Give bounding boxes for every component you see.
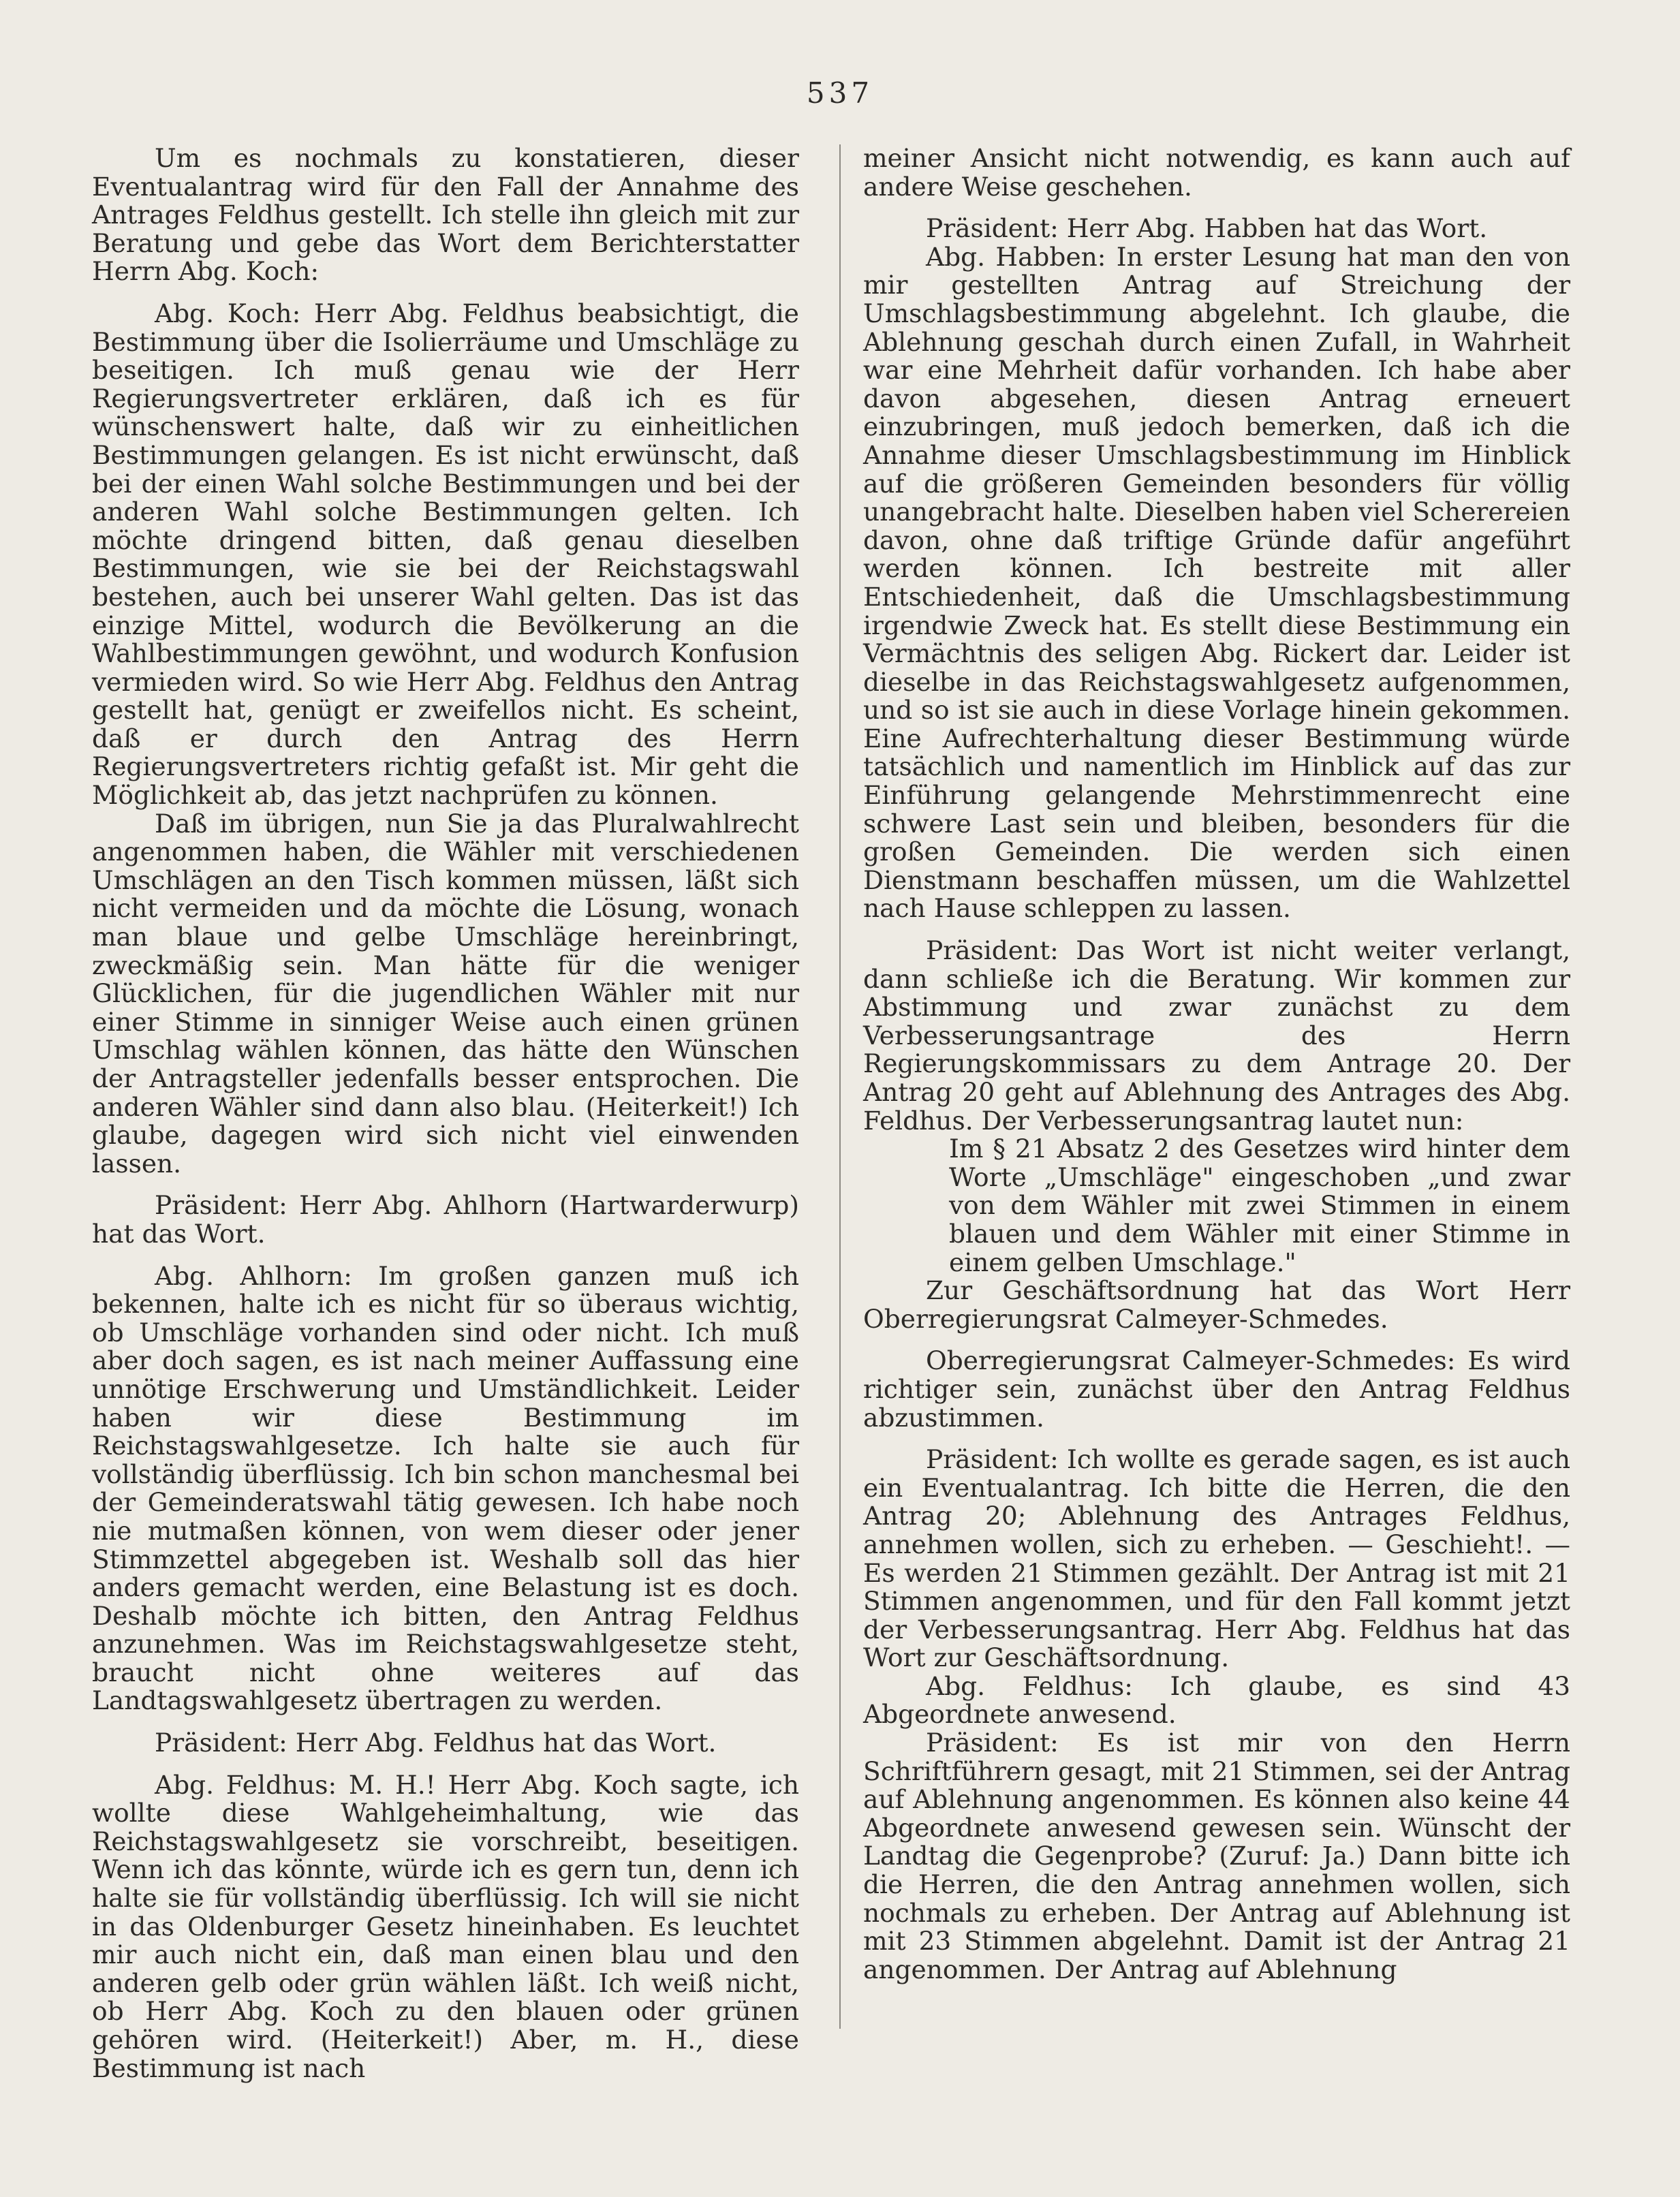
paragraph: Abg. Koch: Herr Abg. Feldhus beabsichtigt, die Bestimmung über die Isolierräume und Umschläge zu beseitigen. Ich muß genau wie der Herr Regierungsvertreter erklären, daß ich es für wünschenswert halte, daß wir zu einheitlichen Bestimmungen gelangen. Es ist nicht erwünscht, daß bei der einen Wahl solche Bestimmungen und bei der anderen Wahl solche Bestimmungen gelten. Ich möchte dringend bitten, daß genau dieselben Bestimmungen, wie sie bei der Reichstagswahl bestehen, auch bei unserer Wahl gelten. Das ist das einzige Mittel, wodurch die Bevölkerung an die Wahlbestimmungen gewöhnt, und wodurch Konfusion vermieden wird. So wie Herr Abg. Feldhus den Antrag gestellt hat, genügt er zweifellos nicht. Es scheint, daß er durch den Antrag des Herrn Regierungsvertreters richtig gefaßt ist. Mir geht die Möglichkeit ab, das jetzt nachprüfen zu können. bbox=[92, 298, 799, 811]
paragraph: Abg. Feldhus: Ich glaube, es sind 43 Abgeordnete anwesend. bbox=[863, 1670, 1570, 1730]
paragraph: Abg. Habben: In erster Lesung hat man den von mir gestellten Antrag auf Streichung der Umschlagsbestimmung abgelehnt. Ich glaube, die Ablehnung geschah durch einen Zufall, in Wahrheit war eine Mehrheit dafür vorhanden. Ich habe aber davon abgesehen, diesen Antrag erneuert einzubringen, muß jedoch bemerken, daß ich die Annahme dieser Umschlagsbestimmung im Hinblick auf die größeren Gemeinden besonders für völlig unangebracht halte. Dieselben haben viel Scherereien davon, ohne daß triftige Gründe dafür angeführt werden können. Ich bestreite mit aller Entschiedenheit, daß die Umschlagsbestimmung irgendwie Zweck hat. Es stellt diese Bestimmung ein Vermächtnis des seligen Abg. Rickert dar. Leider ist dieselbe in das Reichstagswahlgesetz aufgenommen, und so ist sie auch in diese Vorlage hinein gekommen. Eine Aufrechterhaltung dieser Bestimmung würde tatsächlich und namentlich im Hinblick auf das zur Einführung gelangende Mehrstimmenrecht eine schwere Last sein und bleiben, besonders für die großen Gemeinden. Die werden sich einen Dienstmann beschaffen müssen, um die Wahlzettel nach Hause schleppen zu lassen. bbox=[863, 241, 1570, 924]
paragraph: Präsident: Herr Abg. Habben hat das Wort. bbox=[926, 213, 1488, 244]
paragraph: meiner Ansicht nicht notwendig, es kann auch auf andere Weise geschehen. bbox=[863, 143, 1570, 202]
paragraph: Zur Geschäftsordnung hat das Wort Herr Oberregierungsrat Calmeyer-Schmedes. bbox=[863, 1275, 1570, 1334]
paragraph: Präsident: Es ist mir von den Herrn Schriftführern gesagt, mit 21 Stimmen, sei der Antrag auf Ablehnung angenommen. Es können also keine 44 Abgeordnete anwesend gewesen sein. Wünscht der Landtag die Gegenprobe? (Zuruf: Ja.) Dann bitte ich die Herren, die den Antrag annehmen wollen, sich nochmals zu erheben. Der Antrag auf Ablehnung ist mit 23 Stimmen abgelehnt. Damit ist der Antrag 21 angenommen. Der Antrag auf Ablehnung bbox=[863, 1728, 1570, 1984]
paragraph: Daß im übrigen, nun Sie ja das Pluralwahlrecht angenommen haben, die Wähler mit verschiedenen Umschlägen an den Tisch kommen müssen, läßt sich nicht vermeiden und da möchte die Lösung, wonach man blaue und gelbe Umschläge hereinbringt, zweckmäßig sein. Man hätte für die weniger Glücklichen, für die jugendlichen Wähler mit nur einer Stimme in sinniger Weise auch einen grünen Umschlag wählen können, das hätte den Wünschen der Antragsteller jedenfalls besser entsprochen. Die anderen Wähler sind dann also blau. (Heiterkeit!) Ich glaube, dagegen wird sich nicht viel einwenden lassen. bbox=[92, 808, 799, 1179]
paragraph: Oberregierungsrat Calmeyer-Schmedes: Es wird richtiger sein, zunächst über den Antrag Feldhus abzustimmen. bbox=[863, 1345, 1570, 1433]
paragraph: Präsident: Ich wollte es gerade sagen, es ist auch ein Eventualantrag. Ich bitte die Herren, die den Antrag 20; Ablehnung des Antrages Feldhus, annehmen wollen, sich zu erheben. — Geschieht!. — Es werden 21 Stimmen gezählt. Der Antrag ist mit 21 Stimmen angenommen, und für den Fall kommt jetzt der Verbesserungsantrag. Herr Abg. Feldhus hat das Wort zur Geschäftsordnung. bbox=[863, 1444, 1570, 1673]
paragraph: Um es nochmals zu konstatieren, dieser Eventualantrag wird für den Fall der Annahme des Antrages Feldhus gestellt. Ich stelle ihn gleich mit zur Beratung und gebe das Wort dem Berichterstatter Herrn Abg. Koch: bbox=[92, 143, 799, 287]
paragraph: Präsident: Herr Abg. Feldhus hat das Wort. bbox=[155, 1728, 717, 1758]
paragraph: Im § 21 Absatz 2 des Gesetzes wird hinter dem Worte „Umschläge" eingeschoben „und zwar von dem Wähler mit zwei Stimmen in einem blauen und dem Wähler mit einer Stimme in einem gelben Umschlage." bbox=[949, 1134, 1570, 1277]
column-divider bbox=[839, 144, 841, 2029]
paragraph: Präsident: Das Wort ist nicht weiter verlangt, dann schließe ich die Beratung. Wir kommen zur Abstimmung und zwar zunächst zu dem Verbesserungsantrage des Herrn Regierungskommissars zu dem Antrage 20. Der Antrag 20 geht auf Ablehnung des Antrages des Abg. Feldhus. Der Verbesserungsantrag lautet nun: bbox=[863, 935, 1570, 1136]
left-column bbox=[92, 144, 799, 2083]
paragraph: Abg. Feldhus: M. H.! Herr Abg. Koch sagte, ich wollte diese Wahlgeheimhaltung, wie das Reichstagswahlgesetz sie vorschreibt, beseitigen. Wenn ich das könnte, würde ich es gern tun, denn ich halte sie für vollständig überflüssig. Ich will sie nicht in das Oldenburger Gesetz hineinhaben. Es leuchtet mir auch nicht ein, daß man einen blau und den anderen gelb oder grün wählen läßt. Ich weiß nicht, ob Herr Abg. Koch zu den blauen oder grünen gehören wird. (Heiterkeit!) Aber, m. H., diese Bestimmung ist nach bbox=[92, 1769, 799, 2083]
paragraph: Präsident: Herr Abg. Ahlhorn (Hartwarderwurp) hat das Wort. bbox=[92, 1190, 799, 1249]
right-column bbox=[863, 144, 1570, 1984]
page-number: 537 bbox=[806, 76, 874, 110]
paragraph: Abg. Ahlhorn: Im großen ganzen muß ich bekennen, halte ich es nicht für so überaus wichtig, ob Umschläge vorhanden sind oder nicht. Ich muß aber doch sagen, es ist nach meiner Auffassung eine unnötige Erschwerung und Umständlichkeit. Leider haben wir diese Bestimmung im Reichstagswahlgesetze. Ich halte sie auch für vollständig überflüssig. Ich bin schon manchesmal bei der Gemeinderatswahl tätig gewesen. Ich habe noch nie mutmaßen können, von wem dieser oder jener Stimmzettel abgegeben ist. Weshalb soll das hier anders gemacht werden, eine Belastung ist es doch. Deshalb möchte ich bitten, den Antrag Feldhus anzunehmen. Was im Reichstagswahlgesetze steht, braucht nicht ohne weiteres auf das Landtagswahlgesetz übertragen zu werden. bbox=[92, 1260, 799, 1716]
